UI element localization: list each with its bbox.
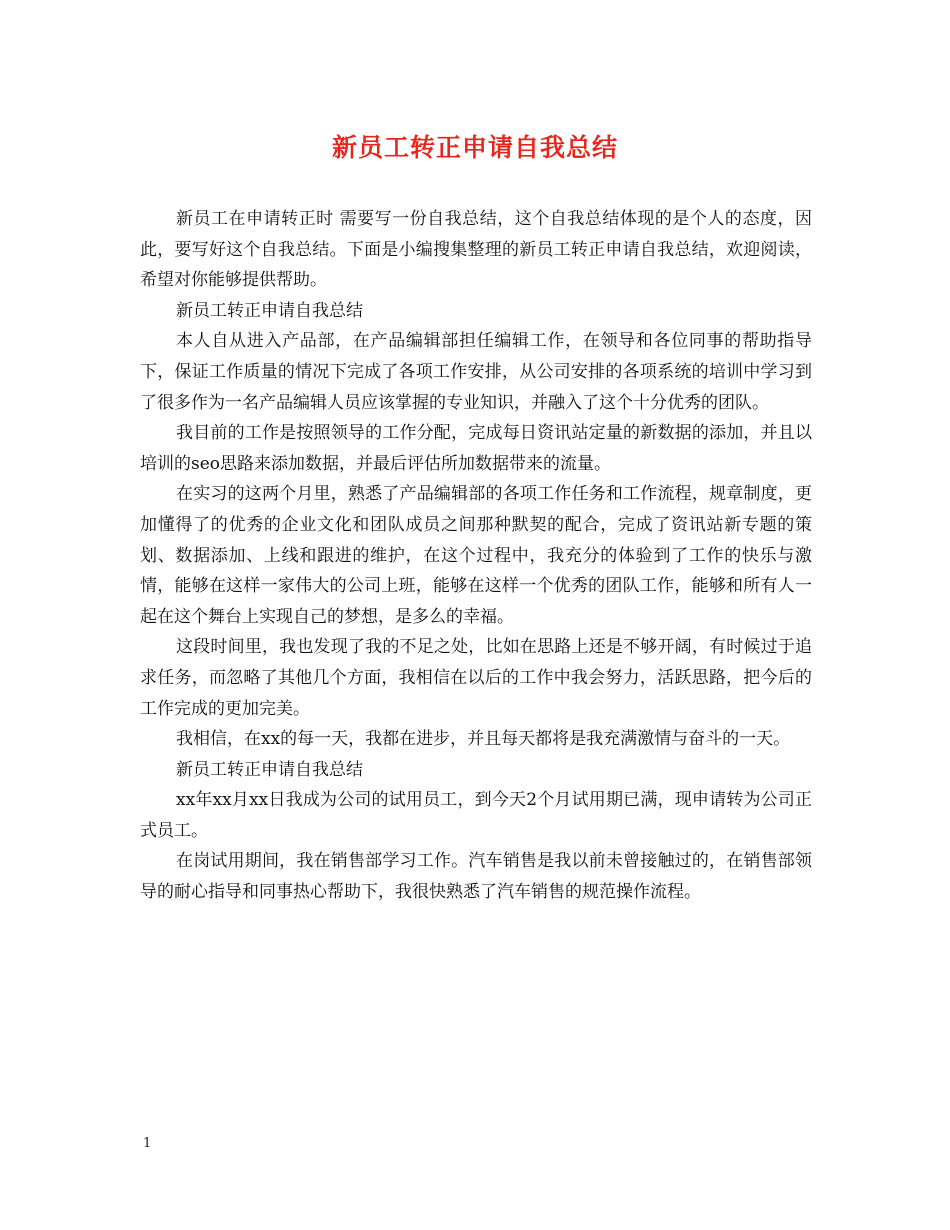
section-heading: 新员工转正申请自我总结 [176,300,363,321]
body-paragraph: 在岗试用期间，我在销售部学习工作。汽车销售是我以前未曾接触过的，在销售部领导的耐心指导和同事热心帮助下，我很快熟悉了汽车销售的规范操作流程。 [140,851,812,903]
document-body [140,204,812,908]
body-paragraph: xx年xx月xx日我成为公司的试用员工，到今天2个月试用期已满，现申请转为公司正式员工。 [140,790,812,841]
page-number: 1 [143,1136,152,1151]
body-paragraph: 这段时间里，我也发现了我的不足之处，比如在思路上还是不够开阔，有时候过于追求任务，而忽略了其他几个方面，我相信在以后的工作中我会努力，活跃思路，把今后的工作完成的更加完美。 [140,637,812,719]
document-title: 新员工转正申请自我总结 [331,133,618,162]
body-paragraph: 我目前的工作是按照领导的工作分配，完成每日资讯站定量的新数据的添加，并且以培训的seo思路来添加数据，并最后评估所加数据带来的流量。 [140,423,812,474]
section-heading: 新员工转正申请自我总结 [176,759,363,780]
intro-paragraph: 新员工在申请转正时 需要写一份自我总结，这个自我总结体现的是个人的态度，因此，要写好这个自我总结。下面是小编搜集整理的新员工转正申请自我总结，欢迎阅读，希望对你能够提供帮助。 [140,209,812,291]
body-paragraph: 在实习的这两个月里，熟悉了产品编辑部的各项工作任务和工作流程，规章制度，更加懂得了的优秀的企业文化和团队成员之间那种默契的配合，完成了资讯站新专题的策划、数据添加、上线和跟进的维护，在这个过程中，我充分的体验到了工作的快乐与激情，能够在这样一家伟大的公司上班，能够在这样一个优秀的团队工作，能够和所有人一起在这个舞台上实现自己的梦想，是多么的幸福。 [140,484,812,627]
body-paragraph: 本人自从进入产品部，在产品编辑部担任编辑工作，在领导和各位同事的帮助指导下，保证工作质量的情况下完成了各项工作安排，从公司安排的各项系统的培训中学习到了很多作为一名产品编辑人员应该掌握的专业知识，并融入了这个十分优秀的团队。 [140,331,812,413]
body-paragraph: 我相信，在xx的每一天，我都在进步，并且每天都将是我充满激情与奋斗的一天。 [176,729,791,750]
